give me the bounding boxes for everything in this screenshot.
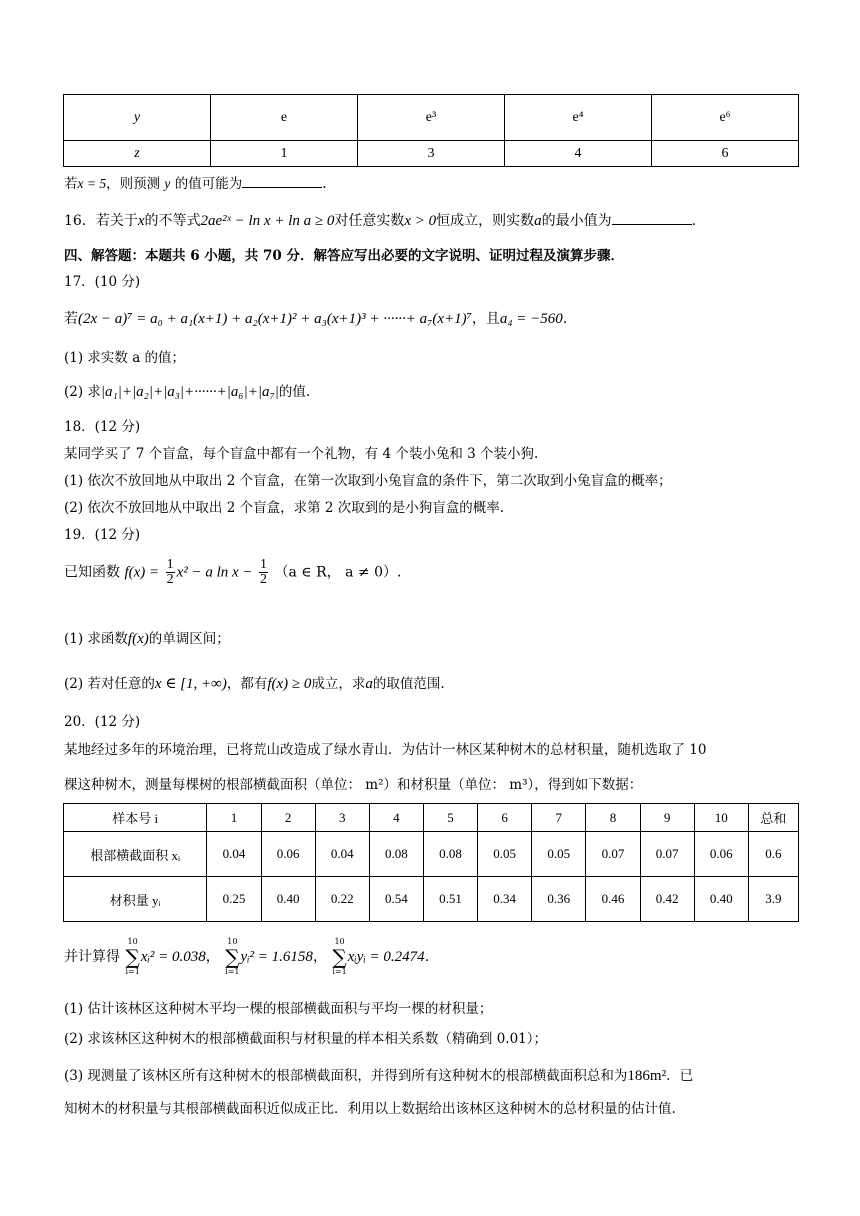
text: (3) 现测量了该林区所有这种树木的根部横截面积，并得到所有这种树木的根部横截面积总和为 [64,1068,628,1084]
table-header-cell: 5 [423,804,477,832]
q20-part3-line2: 知树木的材积量与其根部横截面积近似成正比．利用以上数据给出该林区这种树木的总材积量的估计值. [64,1101,676,1117]
table-cell: 0.06 [261,832,315,877]
table-cell: 1 [211,141,358,167]
table-cell: 0.22 [315,877,369,922]
q20-stem-line1: 某地经过多年的环境治理，已将荒山改造成了绿水青山．为估计一林区某种树木的总材积量，随机选取了 10 [64,742,707,758]
table-header-cell: 总和 [748,804,798,832]
numerator: 1 [260,557,268,572]
table-header-cell: 2 [261,804,315,832]
table-cell: 0.05 [532,832,586,877]
text: . [322,176,327,192]
math-expr: x² − a ln x − [176,564,253,581]
q16-question [64,210,696,230]
table-header-label: 样本号 i [64,804,207,832]
text: 若 [64,176,78,192]
table-cell: 0.07 [586,832,640,877]
math-var: x [137,213,145,229]
text: ．已 [666,1068,694,1084]
math-expr: 2ae²ˣ − ln x + ln a ≥ 0 [200,213,335,229]
q18-part2: (2) 依次不放回地从中取出 2 个盲盒，求第 2 次取到的是小狗盲盒的概率. [64,500,505,516]
table-cell: e [211,95,358,141]
section-title: 四、解答题：本题共 6 小题，共 70 分．解答应写出必要的文字说明、证明过程及演算步骤． [64,248,624,264]
text: . [691,213,697,229]
q20-stem-line2: 棵这种树木，测量每棵树的根部横截面积（单位： m²）和材积量（单位： m³），得到如下数据： [64,777,643,793]
q15-question [64,172,327,192]
table-cell: 0.40 [694,877,748,922]
text: （a ∈ R， a ≠ 0）. [274,564,402,581]
table-row [64,95,799,141]
sum-lower: i=1 [225,967,240,976]
table-cell: e⁶ [652,95,799,141]
sigma-symbol: 10 ∑ i=1 [125,937,140,976]
math-expr: xᵢyᵢ = 0.2474 [347,949,425,965]
table-header-cell: 7 [532,804,586,832]
text: 成立，求 [311,676,366,692]
table-cell: 0.07 [640,832,694,877]
math-var: a [534,213,542,229]
math-expr: f(x) = [124,564,160,581]
text: 16．若关于 [64,213,138,229]
table-cell: z [64,141,211,167]
math-expr: f(x) [127,631,149,647]
text: ，且 [471,311,500,327]
math-expr: 186m² [627,1068,667,1084]
table-cell: y [64,95,211,141]
q17-part2 [64,380,310,401]
answer-blank [242,175,322,188]
table-header-cell: 8 [586,804,640,832]
sigma-symbol: 10 ∑ i=1 [332,937,347,976]
table-cell: 0.54 [369,877,423,922]
table-cell: 0.25 [207,877,261,922]
table-header-cell: 9 [640,804,694,832]
text: 的单调区间； [148,631,230,647]
text: 已知函数 [64,564,120,581]
math-expr: x = 5 [77,176,107,191]
table-cell: 0.04 [315,832,369,877]
denominator: 2 [260,572,268,587]
q20-header: 20．(12 分) [64,714,141,730]
table-cell: e³ [358,95,505,141]
sum-lower: i=1 [332,967,347,976]
table-header-cell: 3 [315,804,369,832]
math-expr: a₄ = −560 [499,311,563,327]
table-cell: 0.34 [478,877,532,922]
table-header-row [64,804,799,832]
q17-header: 17．(10 分) [64,274,141,290]
q18-part1: (1) 依次不放回地从中取出 2 个盲盒，在第一次取到小兔盲盒的条件下，第二次取到小兔盲盒的概率； [64,473,672,489]
q19-part2 [64,672,445,693]
q20-part1: (1) 估计该林区这种树木平均一棵的根部横截面积与平均一棵的材积量； [64,1001,493,1017]
table-row [64,832,799,877]
table-cell: 3 [358,141,505,167]
answer-blank [612,212,692,225]
text: 并计算得 [64,949,120,965]
table-cell: 0.42 [640,877,694,922]
text: . [424,949,430,965]
table-cell: 0.51 [423,877,477,922]
sigma-symbol: 10 ∑ i=1 [225,937,240,976]
text: ，则预测 [106,176,161,192]
q20-sums: 并计算得 10 ∑ i=1 xᵢ² = 0.038， 10 ∑ i=1 yᵢ² = 1.6158， 10 ∑ i=1 xᵢyᵢ = 0.2474. [64,937,430,976]
sample-data-table [63,803,799,922]
q19-header: 19．(12 分) [64,527,141,543]
table-cell: 0.04 [207,832,261,877]
table-cell: 0.6 [748,832,798,877]
text: 若 [64,311,78,327]
row-label: 材积量 yᵢ [64,877,207,922]
table-cell: 0.08 [423,832,477,877]
denominator: 2 [166,572,174,587]
sum-upper: 10 [227,937,238,946]
table-cell: 0.08 [369,832,423,877]
math-expr: x > 0 [404,213,437,229]
text: 的取值范围. [372,676,445,692]
fraction-half [259,558,268,587]
table-cell: e⁴ [505,95,652,141]
row-label: 根部横截面积 xᵢ [64,832,207,877]
math-var: y [164,176,171,191]
sum-upper: 10 [127,937,138,946]
math-var: a [365,676,373,692]
q19-part1 [64,627,230,648]
math-expr: x ∈ [1, +∞) [154,676,227,692]
text: 的值. [278,384,311,400]
table-cell: 0.05 [478,832,532,877]
q17-part1: (1) 求实数 a 的值； [64,350,186,366]
sum-upper: 10 [334,937,345,946]
text: 的不等式 [144,213,201,229]
text: . [562,311,568,327]
text: 的值可能为 [174,176,243,192]
math-expr: f(x) ≥ 0 [267,676,312,692]
table-row [64,877,799,922]
table-header-cell: 1 [207,804,261,832]
text: (2) 若对任意的 [64,676,155,692]
q18-header: 18．(12 分) [64,419,141,435]
table-header-cell: 4 [369,804,423,832]
q20-part2: (2) 求该林区这种树木的根部横截面积与材积量的样本相关系数（精确到 0.01）； [64,1031,548,1047]
table-header-cell: 6 [478,804,532,832]
table-row [64,141,799,167]
math-expr: (2x − a)⁷ = a₀ + a₁(x+1) + a₂(x+1)² + a₃(x+1)³ + ······+ a₇(x+1)⁷ [78,311,472,327]
table-cell: 4 [505,141,652,167]
q17-stem [64,308,567,328]
table-cell: 3.9 [748,877,798,922]
math-expr: |a₁|+|a₂|+|a₃|+······+|a₆|+|a₇| [100,384,279,400]
text: (2) 求 [64,384,101,400]
numerator: 1 [166,557,174,572]
q18-stem: 某同学买了 7 个盲盒，每个盲盒中都有一个礼物，有 4 个装小兔和 3 个装小狗. [64,446,539,462]
table-header-cell: 10 [694,804,748,832]
text: ，都有 [226,676,268,692]
math-expr: xᵢ² = 0.038 [140,949,206,965]
math-expr: yᵢ² = 1.6158 [240,949,313,965]
text: 的最小值为 [541,213,612,229]
sum-lower: i=1 [125,967,140,976]
q20-part3-line1 [64,1064,693,1085]
text: (1) 求函数 [64,631,128,647]
table-cell: 0.40 [261,877,315,922]
fraction-half [166,558,175,587]
table-cell: 0.06 [694,832,748,877]
table-cell: 0.36 [532,877,586,922]
text: 恒成立，则实数 [436,213,535,229]
table-cell: 6 [652,141,799,167]
text: 对任意实数 [334,213,405,229]
q19-stem [64,558,401,587]
yz-table [63,94,799,167]
table-cell: 0.46 [586,877,640,922]
